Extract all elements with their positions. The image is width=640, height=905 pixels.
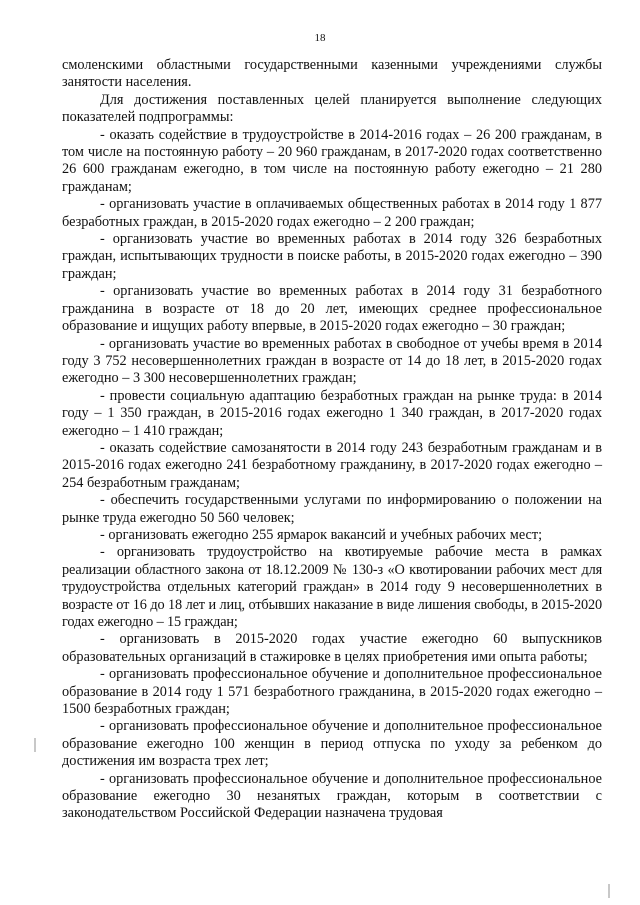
list-item-vocational-training-pensioners: - организовать профессиональное обучение и дополнительное профессиональное образование ежегодно 30 незанятых граждан, которым в соответствии с законодательством Российской Федерации назначена трудовая <box>62 770 602 822</box>
list-item-vocational-training-unemployed: - организовать профессиональное обучение и дополнительное профессиональное образование в 2014 году 1 571 безработного гражданина, в 2015-2020 годах ежегодно – 1500 безработных граждан; <box>62 666 602 718</box>
scan-margin-mark <box>608 884 610 898</box>
list-item-self-employment: - оказать содействие самозанятости в 2014 году 243 безработным гражданам и в 2015-2016 годах ежегодно 241 безработному гражданину, в 2017-2020 годах ежегодно – 254 безработным гражданам; <box>62 439 602 491</box>
page-number: 18 <box>314 32 326 44</box>
document-body <box>62 57 602 823</box>
list-item-job-fairs: - организовать ежегодно 255 ярмарок вакансий и учебных рабочих мест; <box>100 526 543 543</box>
list-item-information-services: - обеспечить государственными услугами по информированию о положении на рынке труда ежегодно 50 560 человек; <box>62 492 602 526</box>
list-item-internships: - организовать в 2015-2020 годах участие ежегодно 60 выпускников образовательных организаций в стажировке в целях приобретения ими опыта работы; <box>62 631 602 665</box>
list-item-social-adaptation: - провести социальную адаптацию безработных граждан на рынке труда: в 2014 году – 1 350 граждан, в 2015-2016 годах ежегодно 1 340 граждан, в 2017-2020 годах ежегодно – 1 410 граждан; <box>62 387 602 439</box>
list-item-employment-assistance: - оказать содействие в трудоустройстве в 2014-2016 годах – 26 200 гражданам, в том числе на постоянную работу – 20 960 гражданам, в 2017-2020 годах соответственно 26 600 гражданам ежегодно, в том числе на постоянную работу ежегодно – 21 280 гражданам; <box>62 126 602 195</box>
list-item-quota-jobs: - организовать трудоустройство на квотируемые рабочие места в рамках реализации областного закона от 18.12.2009 № 130-з «О квотировании рабочих мест для трудоустройства отдельных категорий граждан» в 2014 году 9 несовершеннолетних в возрасте от 16 до 18 лет и лиц, отбывших наказание в виде лишения свободы, в 2015-2020 годах ежегодно – 15 граждан; <box>62 544 602 630</box>
list-item-temporary-works-minors: - организовать участие во временных работах в свободное от учебы время в 2014 году 3 752 несовершеннолетних граждан в возрасте от 14 до 18 лет, в 2015-2020 годах ежегодно – 3 300 несовершеннолетних граждан; <box>62 335 602 387</box>
paragraph-continuation: смоленскими областными государственными казенными учреждениями службы занятости населения. <box>62 57 602 91</box>
list-item-public-works: - организовать участие в оплачиваемых общественных работах в 2014 году 1 877 безработных граждан, в 2015-2020 годах ежегодно – 2 200 граждан; <box>62 196 602 230</box>
list-item-temporary-works-graduates: - организовать участие во временных работах в 2014 году 31 безработного гражданина в возрасте от 18 до 20 лет, имеющих среднее профессиональное образование и ищущих работу впервые, в 2015-2020 годах ежегодно – 30 граждан; <box>62 283 602 335</box>
scan-margin-mark <box>34 738 36 752</box>
list-item-vocational-training-women: - организовать профессиональное обучение и дополнительное профессиональное образование ежегодно 100 женщин в период отпуска по уходу за ребенком до достижения им возраста трех лет; <box>62 718 602 770</box>
paragraph-intro: Для достижения поставленных целей планируется выполнение следующих показателей подпрограммы: <box>62 91 602 126</box>
list-item-temporary-works-difficult: - организовать участие во временных работах в 2014 году 326 безработных граждан, испытывающих трудности в поиске работы, в 2015-2020 годах ежегодно – 390 граждан; <box>62 231 602 282</box>
